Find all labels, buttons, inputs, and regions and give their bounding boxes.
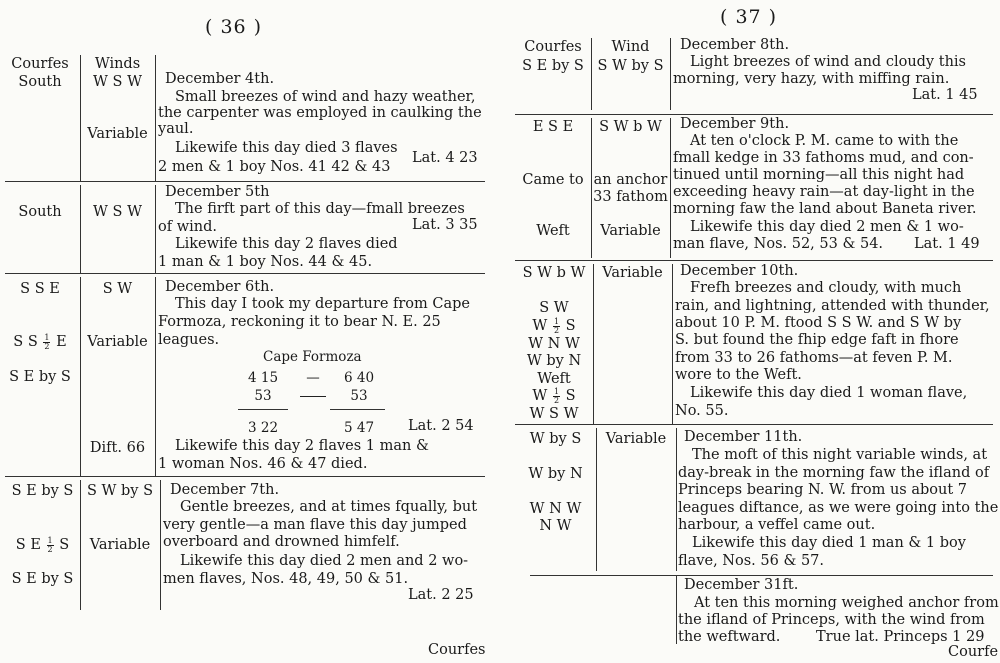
course-value: S W (539, 300, 569, 316)
entry-line: 1 man & 1 boy Nos. 44 & 45. (158, 254, 373, 270)
column-rule (155, 277, 156, 476)
entry-line: Likewife this day died 2 men and 2 wo- (180, 553, 469, 569)
wind-value: an anchor (593, 172, 668, 188)
latitude: Lat. 4 23 (412, 150, 478, 166)
wind-value: S W by S (597, 58, 664, 74)
column-rule (596, 428, 597, 571)
course-value: W by S (529, 431, 582, 447)
entry-line: morning, very hazy, with miffing rain. (673, 71, 950, 87)
wind-value: Variable (600, 223, 661, 239)
latitude: Lat. 2 54 (408, 418, 474, 434)
page-number: ( 37 ) (720, 6, 778, 28)
entry-line: No. 55. (675, 403, 729, 419)
entry-line: Gentle breezes, and at times fqually, but (180, 499, 478, 515)
entry-line: 2 men & 1 boy Nos. 41 42 & 43 (158, 159, 391, 175)
column-rule (676, 428, 677, 571)
calc-value: 4 15 (247, 370, 279, 386)
entry-line: Frefh breezes and cloudy, with much (690, 280, 962, 296)
course-value: W by N (526, 353, 582, 369)
entry-line: The firft part of this day—fmall breezes (175, 201, 465, 217)
latitude: Lat. 3 35 (412, 217, 478, 233)
column-rule (155, 55, 156, 181)
entry-line: fmall kedge in 33 fathoms mud, and con- (673, 150, 974, 166)
calc-dash-rule (300, 396, 326, 397)
section-divider (5, 181, 485, 182)
entry-date: December 7th. (170, 482, 280, 498)
course-value: Came to (522, 172, 584, 188)
latitude: Lat. 2 25 (408, 587, 474, 603)
entry-line: very gentle—a man flave this day jumped (163, 517, 467, 533)
column-rule (676, 576, 677, 644)
entry-line: Likewife this day died 2 men & 1 wo- (690, 219, 964, 235)
entry-line: the weftward. (678, 629, 781, 645)
section-divider (5, 273, 485, 274)
column-rule (160, 480, 161, 610)
wind-value: W S W (93, 74, 142, 90)
course-value: S S $\frac{1}{2}$ E (13, 332, 67, 351)
wind-header: Wind (611, 39, 650, 55)
calc-rule (238, 409, 288, 410)
entry-line: overboard and drowned himfelf. (163, 534, 400, 550)
entry-line: about 10 P. M. ftood S S W. and S W by (675, 315, 962, 331)
course-value: W $\frac{1}{2}$ S (532, 316, 576, 335)
entry-line: S. but found the fhip edge faft in fhore (675, 332, 959, 348)
course-value: W $\frac{1}{2}$ S (532, 386, 576, 405)
calc-value: 53 (254, 388, 272, 404)
entry-date: December 31ft. (684, 577, 799, 593)
entry-date: December 6th. (165, 279, 275, 295)
entry-line: harbour, a veffel came out. (678, 517, 876, 533)
fraction-half: $\frac{1}{2}$ (44, 332, 50, 351)
wind-value: Variable (87, 126, 148, 142)
course-value: W N W (529, 501, 582, 517)
entry-date: December 9th. (680, 116, 790, 132)
catchword: Courfe (948, 644, 999, 660)
entry-date: December 8th. (680, 37, 790, 53)
entry-line: from 33 to 26 fathoms—at feven P. M. (675, 350, 953, 366)
calc-value: 53 (350, 388, 368, 404)
entry-line: Likewife this day 2 flaves 1 man & (175, 438, 429, 454)
entry-line: 1 woman Nos. 46 & 47 died. (158, 456, 368, 472)
wind-value: S W b W (599, 119, 662, 135)
entry-line: tinued until morning—all this night had (673, 167, 965, 183)
course-value: W N W (528, 336, 580, 352)
entry-line: rain, and lightning, attended with thunder, (675, 298, 990, 314)
entry-line: Likewife this day died 1 man & 1 boy (692, 535, 966, 551)
calc-title: Cape Formoza (263, 349, 362, 365)
entry-line: This day I took my departure from Cape (175, 296, 470, 312)
column-rule (670, 118, 671, 258)
wind-value: 33 fathom (593, 189, 668, 205)
wind-value: W S W (93, 204, 142, 220)
course-value: E S E (532, 119, 574, 135)
entry-line: Likewife this day died 1 woman flave, (690, 385, 968, 401)
entry-line: leagues. (158, 332, 220, 348)
latitude: True lat. Princeps 1 29 (816, 629, 985, 645)
course-value: S W b W (522, 265, 586, 281)
course-value: N W (539, 518, 572, 534)
entry-line: day-break in the morning faw the ifland of (678, 465, 990, 481)
course-value: Weft (536, 223, 570, 239)
wind-value: S W (102, 281, 133, 297)
fraction-half: $\frac{1}{2}$ (47, 535, 53, 554)
entry-date: December 4th. (165, 71, 275, 87)
wind-value: Variable (605, 431, 667, 447)
entry-line: exceeding heavy rain—at day-light in the (673, 184, 975, 200)
course-value: S E $\frac{1}{2}$ S (15, 535, 70, 554)
entry-date: December 11th. (684, 429, 803, 445)
course-value: S E by S (11, 571, 74, 587)
column-rule (593, 264, 594, 424)
course-value: South (18, 204, 62, 220)
entry-line: At ten this morning weighed anchor from (694, 595, 999, 611)
entry-line: flave, Nos. 56 & 57. (678, 553, 825, 569)
fraction-half: $\frac{1}{2}$ (553, 316, 560, 335)
course-value: S S E (20, 281, 60, 297)
calc-value: 3 22 (247, 420, 279, 436)
wind-value: Variable (602, 265, 663, 281)
entry-line: wore to the Weft. (675, 367, 802, 383)
winds-header: Winds (94, 56, 141, 72)
latitude: Lat. 1 45 (912, 87, 978, 103)
section-divider (5, 476, 485, 477)
entry-line: leagues diftance, as we were going into the (678, 500, 999, 516)
entry-line: At ten o'clock P. M. came to with the (690, 133, 959, 149)
calc-value: 5 47 (343, 420, 375, 436)
entry-line: Likewife this day died 3 flaves (175, 140, 398, 156)
page-number: ( 36 ) (205, 16, 263, 38)
wind-value: Variable (89, 537, 151, 553)
entry-date: December 10th. (680, 263, 799, 279)
column-rule (80, 185, 81, 273)
distance: Dift. 66 (89, 440, 146, 456)
fraction-half: $\frac{1}{2}$ (553, 386, 560, 405)
column-rule (672, 264, 673, 424)
wind-value: Variable (87, 334, 148, 350)
column-rule (670, 38, 671, 110)
entry-line: men flaves, Nos. 48, 49, 50 & 51. (163, 571, 409, 587)
course-value: W S W (529, 406, 579, 422)
entry-line: the ifland of Princeps, with the wind from (678, 612, 985, 628)
section-divider (515, 260, 993, 261)
entry-line: Light breezes of wind and cloudy this (690, 54, 966, 70)
course-value: W by N (528, 466, 583, 482)
course-value: S E by S (9, 369, 71, 385)
entry-date: December 5th (165, 184, 270, 200)
entry-line: Small breezes of wind and hazy weather, (175, 89, 476, 105)
courses-header: Courfes (11, 56, 69, 72)
section-divider (515, 424, 993, 425)
column-rule (155, 185, 156, 273)
entry-line: The moft of this night variable winds, at (692, 447, 988, 463)
calc-dash: — (306, 370, 320, 386)
entry-line: Formoza, reckoning it to bear N. E. 25 (158, 314, 441, 330)
entry-line: the carpenter was employed in caulking the (158, 105, 482, 121)
entry-line: morning faw the land about Baneta river. (673, 201, 977, 217)
entry-line: yaul. (158, 121, 194, 137)
calc-rule (330, 409, 385, 410)
course-value: South (18, 74, 62, 90)
entry-line: man flave, Nos. 52, 53 & 54. (673, 236, 884, 252)
course-value: S E by S (11, 483, 74, 499)
entry-line: Princeps bearing N. W. from us about 7 (678, 482, 968, 498)
courses-header: Courfes (524, 39, 582, 55)
catchword: Courfes (428, 642, 486, 658)
course-value: S E by S (522, 58, 584, 74)
right-page (500, 0, 1000, 663)
calc-value: 6 40 (343, 370, 375, 386)
latitude: Lat. 1 49 (914, 236, 980, 252)
entry-line: of wind. (158, 219, 217, 235)
wind-value: S W by S (86, 483, 154, 499)
course-value: Weft (537, 371, 571, 387)
entry-line: Likewife this day 2 flaves died (175, 236, 398, 252)
